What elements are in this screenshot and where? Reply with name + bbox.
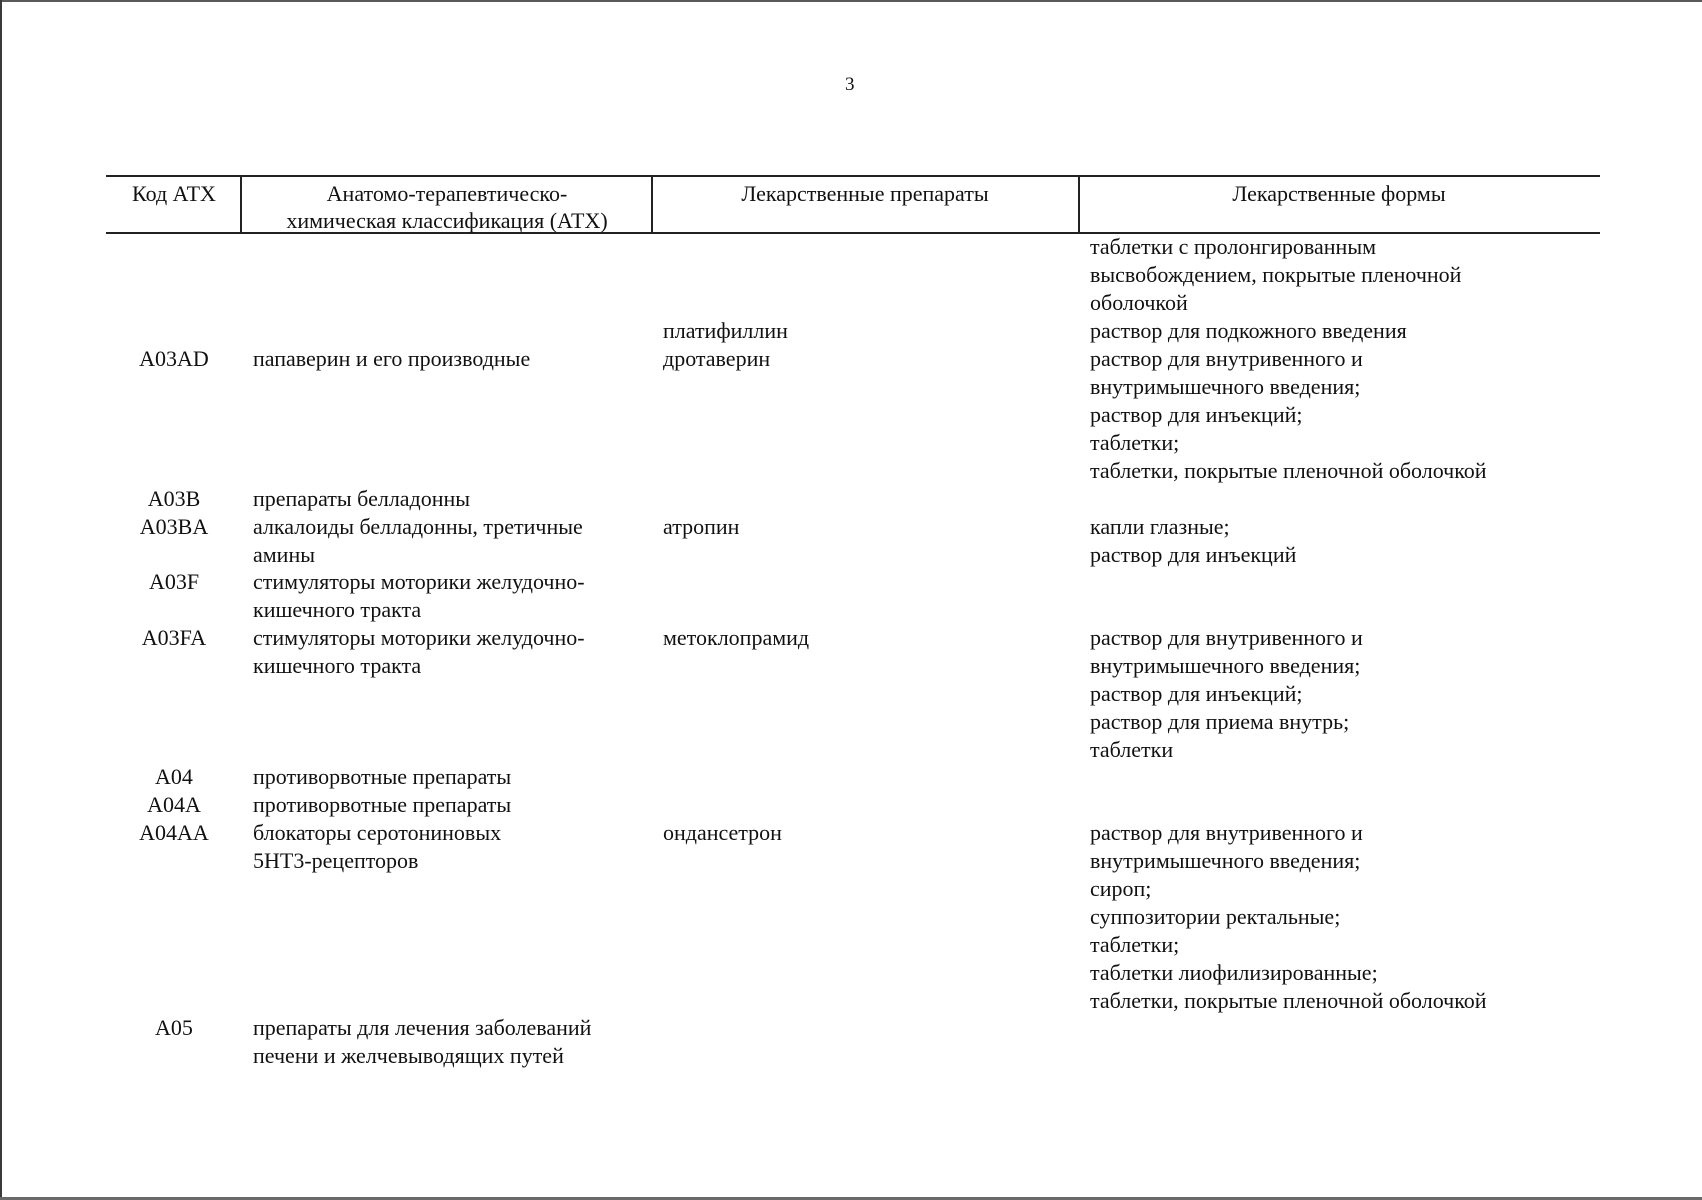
code-cell-row-7: A04 — [155, 764, 193, 789]
form-line: сироп; — [1090, 876, 1152, 901]
forms-cell-row-1: раствор для подкожного введения — [1090, 318, 1407, 343]
code-cell-row-8: A04A — [147, 792, 201, 817]
classification-cell-row-6 — [253, 624, 585, 680]
classification-cell-row-10 — [253, 1014, 591, 1070]
classification-line: блокаторы серотониновых — [253, 820, 502, 845]
code-cell-row-9: A04AA — [139, 820, 209, 845]
classification-line: амины — [253, 542, 316, 567]
form-line: внутримышечного введения; — [1090, 653, 1361, 678]
classification-line: 5HT3-рецепторов — [253, 848, 419, 873]
classification-line: стимуляторы моторики желудочно- — [253, 625, 585, 650]
code-cell-row-4: A03BA — [139, 514, 209, 539]
forms-cell-row-9 — [1090, 819, 1487, 1015]
form-line: раствор для внутривенного и — [1090, 346, 1363, 371]
classification-line: печени и желчевыводящих путей — [253, 1043, 564, 1068]
form-line: внутримышечного введения; — [1090, 848, 1361, 873]
classification-line: кишечного тракта — [253, 597, 422, 622]
form-line: высвобождением, покрытые пленочной — [1090, 262, 1462, 287]
form-line: таблетки с пролонгированным — [1090, 234, 1377, 259]
classification-cell-row-9 — [253, 819, 501, 875]
code-cell-row-2: A03AD — [139, 346, 209, 371]
header-divider-2 — [651, 176, 653, 233]
classification-cell-row-3: препараты белладонны — [253, 486, 471, 511]
classification-line: кишечного тракта — [253, 653, 422, 678]
form-line: таблетки, покрытые пленочной оболочкой — [1090, 458, 1487, 483]
code-cell-row-10: A05 — [155, 1015, 193, 1040]
drug-cell-row-6: метоклопрамид — [663, 625, 810, 650]
form-line: раствор для внутривенного и — [1090, 625, 1363, 650]
forms-cell-row-4 — [1090, 513, 1296, 569]
form-line: раствор для инъекций — [1090, 542, 1297, 567]
form-line: внутримышечного введения; — [1090, 374, 1361, 399]
classification-cell-row-8: противорвотные препараты — [253, 792, 512, 817]
code-cell-row-6: A03FA — [141, 625, 207, 650]
drug-cell-row-1: платифиллин — [663, 318, 788, 343]
form-line: таблетки лиофилизированные; — [1090, 960, 1378, 985]
form-line: таблетки, покрытые пленочной оболочкой — [1090, 988, 1487, 1013]
scan-edge-top — [0, 0, 1702, 2]
header-classification-line-1: Анатомо-терапевтическо- — [326, 181, 568, 206]
code-cell-row-3: A03B — [147, 486, 201, 511]
header-divider-1 — [240, 176, 242, 233]
classification-cell-row-7: противорвотные препараты — [253, 764, 512, 789]
forms-cell-row-6 — [1090, 624, 1363, 764]
page-number: 3 — [845, 74, 855, 95]
form-line: таблетки; — [1090, 430, 1180, 455]
form-line: раствор для инъекций; — [1090, 402, 1303, 427]
scan-edge-left — [0, 0, 2, 1200]
classification-line: стимуляторы моторики желудочно- — [253, 569, 585, 594]
drug-cell-row-2: дротаверин — [663, 346, 771, 371]
form-line: оболочкой — [1090, 290, 1188, 315]
header-code: Код АТХ — [132, 181, 216, 206]
form-line: раствор для приема внутрь; — [1090, 709, 1350, 734]
table-top-rule — [106, 175, 1600, 177]
header-drugs: Лекарственные препараты — [741, 181, 989, 206]
forms-cell-row-0 — [1090, 233, 1461, 317]
classification-line: препараты для лечения заболеваний — [253, 1015, 592, 1040]
header-forms: Лекарственные формы — [1232, 181, 1446, 206]
form-line: таблетки — [1090, 737, 1174, 762]
form-line: капли глазные; — [1090, 514, 1230, 539]
forms-cell-row-2 — [1090, 345, 1487, 485]
form-line: раствор для инъекций; — [1090, 681, 1303, 706]
drug-cell-row-4: атропин — [663, 514, 740, 539]
classification-cell-row-5 — [253, 568, 585, 624]
code-cell-row-5: A03F — [148, 569, 200, 594]
form-line: суппозитории ректальные; — [1090, 904, 1341, 929]
header-classification — [244, 180, 650, 234]
classification-cell-row-4 — [253, 513, 583, 569]
form-line: таблетки; — [1090, 932, 1180, 957]
header-classification-line-2: химическая классификация (АТХ) — [286, 208, 608, 233]
drug-cell-row-9: ондансетрон — [663, 820, 782, 845]
classification-line: алкалоиды белладонны, третичные — [253, 514, 583, 539]
form-line: раствор для внутривенного и — [1090, 820, 1363, 845]
classification-cell-row-2: папаверин и его производные — [253, 346, 531, 371]
